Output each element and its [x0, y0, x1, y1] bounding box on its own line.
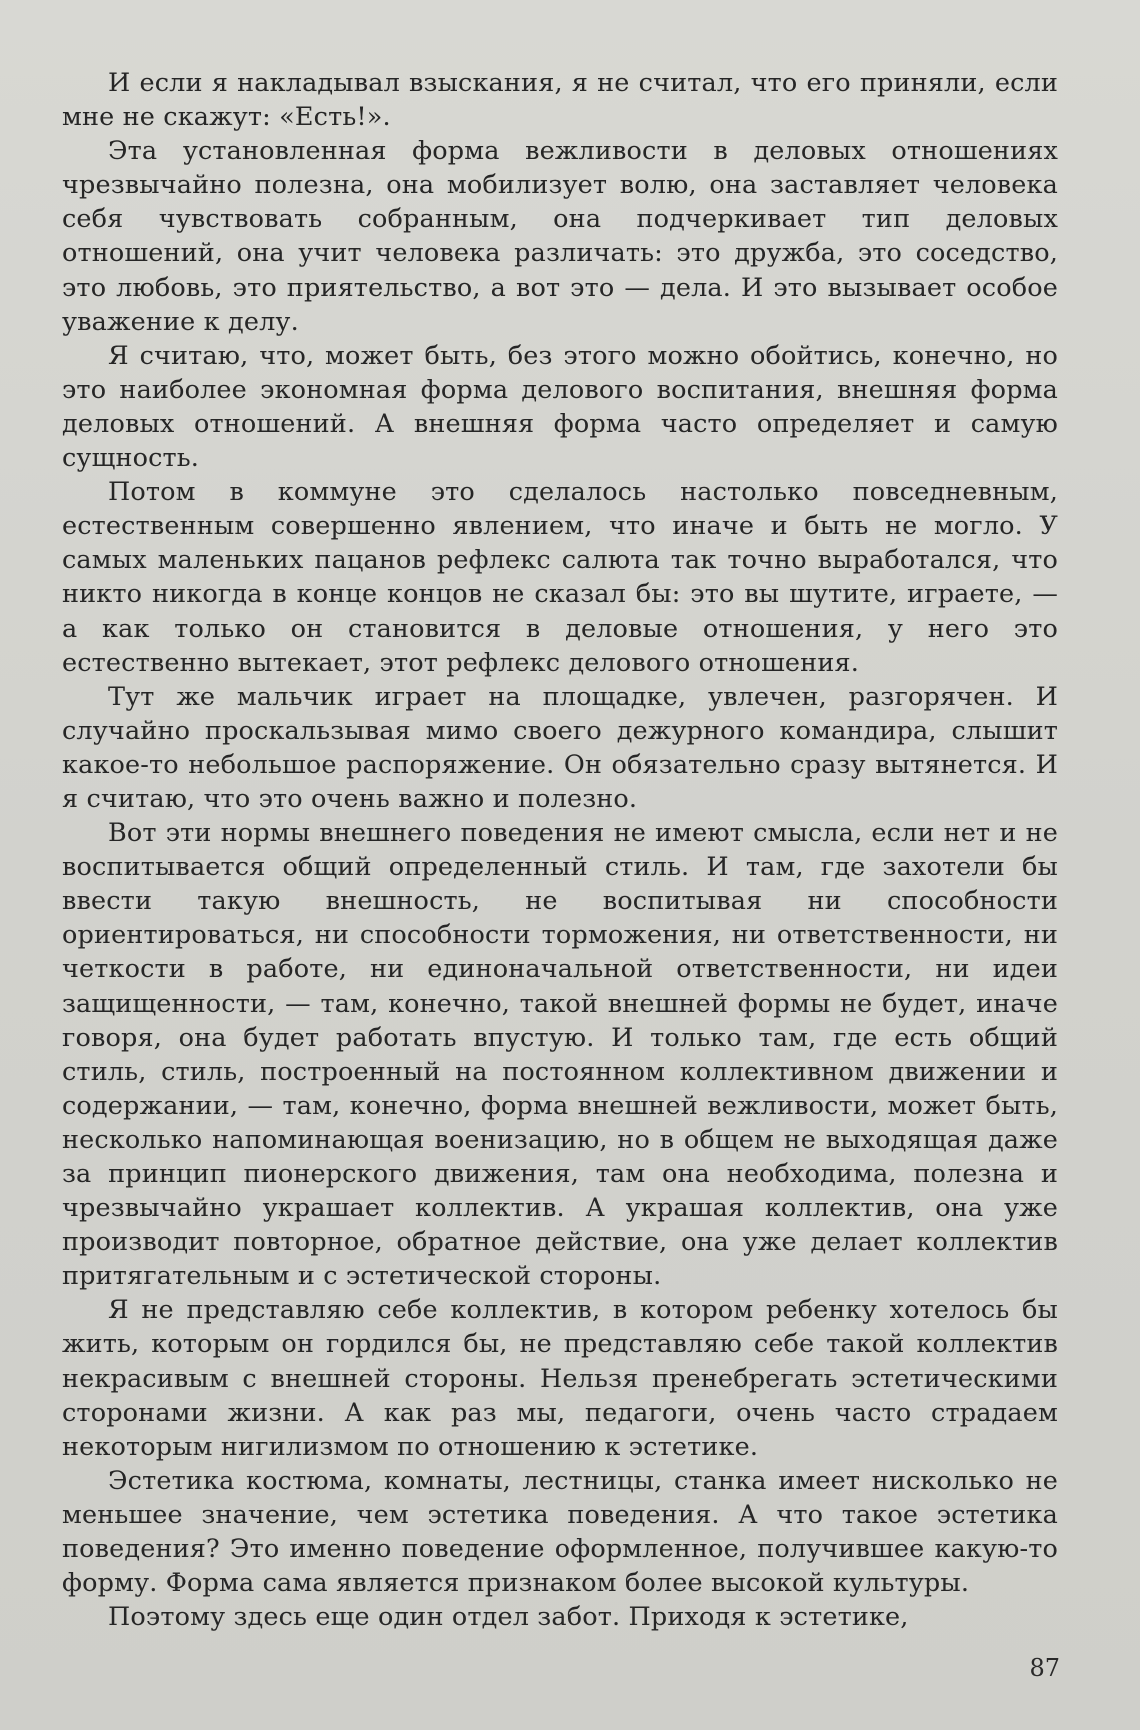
paragraph: Эта установленная форма вежливости в деловых отношениях чрезвычайно полезна, она мобилизует волю, она заставляет человека себя чувствовать собранным, она подчеркивает тип деловых отношений, она учит человека различать: это дружба, это соседство, это любовь, это приятельство, а вот это — дела. И это вызывает особое уважение к делу. — [62, 136, 1058, 337]
paragraph: Поэтому здесь еще один отдел забот. Приходя к эстетике, — [108, 1602, 909, 1633]
paragraph: Тут же мальчик играет на площадке, увлечен, разгорячен. И случайно проскальзывая мимо своего дежурного командира, слышит какое-то небольшое распоряжение. Он обязательно сразу вытянется. И я считаю, что это очень важно и полезно. — [62, 681, 1058, 814]
page-body-text — [62, 66, 1058, 1634]
paragraph: Эстетика костюма, комнаты, лестницы, станка имеет нисколько не меньшее значение, чем эстетика поведения. А что такое эстетика поведения? Это именно поведение оформленное, получившее какую-то форму. Форма сама является признаком более высокой культуры. — [62, 1465, 1058, 1599]
page-number: 87 — [1029, 1654, 1060, 1682]
paragraph: Я не представляю себе коллектив, в котором ребенку хотелось бы жить, которым он гордился бы, не представляю себе такой коллектив некрасивым с внешней стороны. Нельзя пренебрегать эстетическими сторонами жизни. А как раз мы, педагоги, очень часто страдаем некоторым нигилизмом по отношению к эстетике. — [62, 1295, 1058, 1462]
paragraph: И если я накладывал взыскания, я не считал, что его приняли, если мне не скажут: «Есть!». — [62, 68, 1058, 133]
paragraph: Потом в коммуне это сделалось настолько повседневным, естественным совершенно явлением, что иначе и быть не могло. У самых маленьких пацанов рефлекс салюта так точно выработался, что никто никогда в конце концов не сказал бы: это вы шутите, играете, — а как только он становится в деловые отношения, у него это естественно вытекает, этот рефлекс делового отношения. — [62, 477, 1058, 678]
paragraph: Вот эти нормы внешнего поведения не имеют смысла, если нет и не воспитывается общий определенный стиль. И там, где захотели бы ввести такую внешность, не воспитывая ни способности ориентироваться, ни способности торможения, ни ответственности, ни четкости в работе, ни единоначальной ответственности, ни идеи защищенности, — там, конечно, такой внешней формы не будет, иначе говоря, она будет работать впустую. И только там, где есть общий стиль, стиль, построенный на постоянном коллективном движении и содержании, — там, конечно, форма внешней вежливости, может быть, несколько напоминающая военизацию, но в общем не выходящая даже за принцип пионерского движения, там она необходима, полезна и чрезвычайно украшает коллектив. А украшая коллектив, она уже производит повторное, обратное действие, она уже делает коллектив притягательным и с эстетической стороны. — [62, 818, 1058, 1292]
paragraph: Я считаю, что, может быть, без этого можно обойтись, конечно, но это наиболее экономная форма делового воспитания, внешняя форма деловых отношений. А внешняя форма часто определяет и самую сущность. — [62, 340, 1058, 474]
